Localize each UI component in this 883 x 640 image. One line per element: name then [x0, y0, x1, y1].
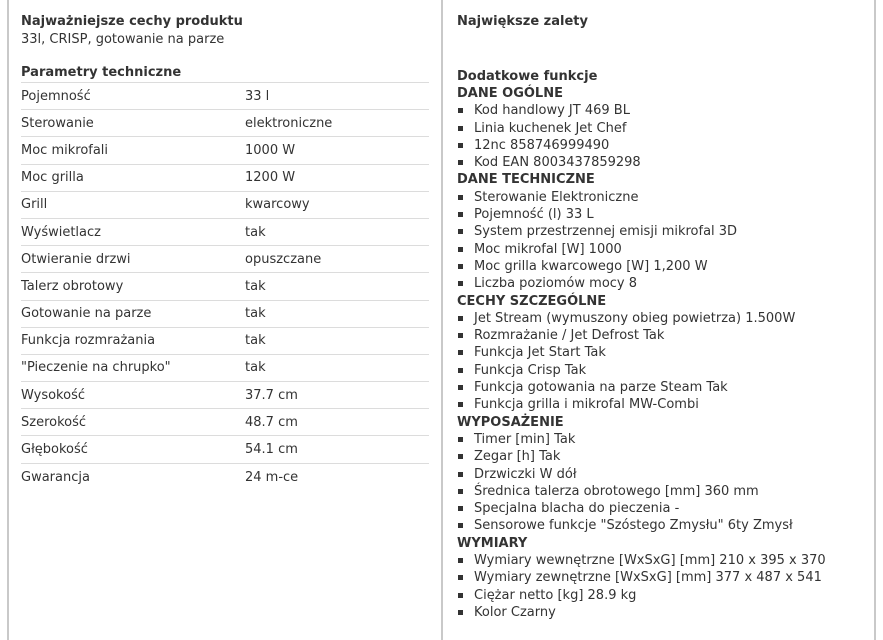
square-bullet-icon [458, 489, 463, 494]
param-row [21, 464, 429, 491]
param-value: 48.7 cm [245, 414, 298, 430]
feature-text: Funkcja Crisp Tak [474, 362, 587, 378]
feature-list-item [457, 466, 867, 483]
param-row [21, 273, 429, 300]
feature-text: Liczba poziomów mocy 8 [474, 276, 638, 292]
feature-group-title: CECHY SZCZEGÓLNE [457, 293, 607, 309]
advantages-column [457, 13, 867, 621]
feature-list [457, 552, 867, 621]
square-bullet-icon [458, 247, 463, 252]
tech-params-title: Parametry techniczne [21, 64, 429, 83]
param-value: opuszczane [245, 251, 322, 267]
feature-text: Drzwiczki W dół [474, 466, 577, 482]
feature-list-item [457, 431, 867, 448]
square-bullet-icon [458, 264, 463, 269]
feature-list-item [457, 154, 867, 171]
feature-text: Moc grilla kwarcowego [W] 1,200 W [474, 258, 708, 274]
feature-text: Kod handlowy JT 469 BL [474, 103, 630, 119]
param-name: Wysokość [21, 387, 85, 403]
param-row [21, 110, 429, 137]
feature-text: Średnica talerza obrotowego [mm] 360 mm [474, 483, 759, 499]
tech-params-table [21, 83, 429, 491]
feature-list-item [457, 362, 867, 379]
feature-list-item [457, 552, 867, 569]
square-bullet-icon [458, 610, 463, 615]
param-row [21, 192, 429, 219]
feature-list-item [457, 587, 867, 604]
feature-list-item [457, 206, 867, 223]
feature-text: Specjalna blacha do pieczenia - [474, 501, 680, 517]
feature-list-item [457, 483, 867, 500]
square-bullet-icon [458, 523, 463, 528]
feature-text: Timer [min] Tak [474, 431, 576, 447]
square-bullet-icon [458, 402, 463, 407]
feature-list-item [457, 275, 867, 292]
column-divider [441, 0, 443, 640]
param-name: Wyświetlacz [21, 224, 101, 240]
param-value: tak [245, 224, 266, 240]
param-row [21, 137, 429, 164]
param-value: tak [245, 306, 266, 322]
feature-list-item [457, 189, 867, 206]
feature-groups [457, 85, 867, 621]
square-bullet-icon [458, 143, 463, 148]
feature-text: Ciężar netto [kg] 28.9 kg [474, 587, 637, 603]
advantages-title: Największe zalety [457, 14, 588, 29]
feature-list-item [457, 120, 867, 137]
square-bullet-icon [458, 385, 463, 390]
feature-text: Linia kuchenek Jet Chef [474, 120, 627, 136]
square-bullet-icon [458, 316, 463, 321]
param-value: 1000 W [245, 142, 296, 158]
square-bullet-icon [458, 195, 463, 200]
square-bullet-icon [458, 558, 463, 563]
feature-list-item [457, 604, 867, 621]
param-value: 37.7 cm [245, 387, 298, 403]
feature-group-title: DANE OGÓLNE [457, 86, 563, 101]
param-row [21, 409, 429, 436]
square-bullet-icon [458, 108, 463, 113]
square-bullet-icon [458, 212, 463, 217]
square-bullet-icon [458, 160, 463, 165]
product-subtitle: 33l, CRISP, gotowanie na parze [21, 32, 225, 47]
param-name: Otwieranie drzwi [21, 251, 131, 267]
feature-list-item [457, 569, 867, 586]
feature-list-item [457, 241, 867, 258]
feature-text: Sensorowe funkcje "Szóstego Zmysłu" 6ty Zmysł [474, 518, 793, 534]
square-bullet-icon [458, 281, 463, 286]
param-name: Szerokość [21, 414, 87, 430]
feature-text: Jet Stream (wymuszony obieg powietrza) 1.500W [474, 310, 796, 326]
param-value: 24 m-ce [245, 469, 299, 485]
feature-list-item [457, 448, 867, 465]
param-name: Moc grilla [21, 170, 84, 186]
feature-text: System przestrzennej emisji mikrofal 3D [474, 224, 738, 240]
feature-group-title: WYMIARY [457, 535, 528, 551]
param-name: Talerz obrotowy [21, 278, 124, 294]
param-value: tak [245, 333, 266, 349]
param-value: 33 l [245, 88, 270, 104]
feature-list [457, 431, 867, 535]
square-bullet-icon [458, 593, 463, 598]
feature-text: Rozmrażanie / Jet Defrost Tak [474, 328, 665, 344]
feature-text: Moc mikrofal [W] 1000 [474, 241, 622, 257]
feature-list-item [457, 344, 867, 361]
square-bullet-icon [458, 506, 463, 511]
param-row [21, 328, 429, 355]
param-name: Funkcja rozmrażania [21, 333, 156, 349]
square-bullet-icon [458, 350, 463, 355]
param-row [21, 436, 429, 463]
square-bullet-icon [458, 333, 463, 338]
feature-text: Wymiary wewnętrzne [WxSxG] [mm] 210 x 395 x 370 [474, 553, 826, 569]
feature-list-item [457, 396, 867, 413]
feature-list-item [457, 258, 867, 275]
param-row [21, 382, 429, 409]
feature-list-item [457, 310, 867, 327]
extra-functions-title: Dodatkowe funkcje [457, 69, 598, 84]
param-row [21, 165, 429, 192]
param-name: Pojemność [21, 88, 91, 104]
feature-list-item [457, 379, 867, 396]
param-row [21, 219, 429, 246]
product-features-column [21, 13, 429, 491]
product-features-title: Najważniejsze cechy produktu [21, 14, 243, 29]
square-bullet-icon [458, 437, 463, 442]
feature-list [457, 102, 867, 171]
feature-text: Kolor Czarny [474, 604, 556, 620]
feature-list [457, 189, 867, 293]
square-bullet-icon [458, 472, 463, 477]
param-value: tak [245, 278, 266, 294]
param-row [21, 83, 429, 110]
feature-list-item [457, 137, 867, 154]
param-name: Gwarancja [21, 469, 90, 485]
feature-list-item [457, 223, 867, 240]
feature-text: Funkcja Jet Start Tak [474, 345, 606, 361]
square-bullet-icon [458, 126, 463, 131]
feature-group-title: WYPOSAŻENIE [457, 414, 564, 430]
param-value: 1200 W [245, 170, 296, 186]
param-name: Grill [21, 197, 48, 213]
feature-text: Funkcja grilla i mikrofal MW-Combi [474, 397, 699, 413]
feature-list [457, 310, 867, 414]
square-bullet-icon [458, 575, 463, 580]
param-name: Głębokość [21, 442, 88, 458]
param-value: elektroniczne [245, 115, 333, 131]
square-bullet-icon [458, 229, 463, 234]
feature-text: 12nc 858746999490 [474, 137, 610, 153]
param-row [21, 355, 429, 382]
param-value: tak [245, 360, 266, 376]
feature-text: Funkcja gotowania na parze Steam Tak [474, 380, 728, 396]
feature-list-item [457, 327, 867, 344]
param-value: 54.1 cm [245, 442, 298, 458]
square-bullet-icon [458, 368, 463, 373]
param-value: kwarcowy [245, 197, 310, 213]
param-name: Moc mikrofali [21, 142, 109, 158]
param-name: "Pieczenie na chrupko" [21, 360, 171, 376]
feature-list-item [457, 500, 867, 517]
feature-text: Pojemność (l) 33 L [474, 207, 594, 223]
feature-text: Kod EAN 8003437859298 [474, 155, 641, 171]
param-row [21, 301, 429, 328]
square-bullet-icon [458, 454, 463, 459]
feature-group-title: DANE TECHNICZNE [457, 172, 595, 188]
feature-text: Wymiary zewnętrzne [WxSxG] [mm] 377 x 487 x 541 [474, 570, 822, 586]
feature-text: Sterowanie Elektroniczne [474, 189, 639, 205]
param-name: Sterowanie [21, 115, 94, 131]
feature-text: Zegar [h] Tak [474, 449, 561, 465]
param-row [21, 246, 429, 273]
param-name: Gotowanie na parze [21, 306, 152, 322]
feature-list-item [457, 102, 867, 119]
feature-list-item [457, 517, 867, 534]
